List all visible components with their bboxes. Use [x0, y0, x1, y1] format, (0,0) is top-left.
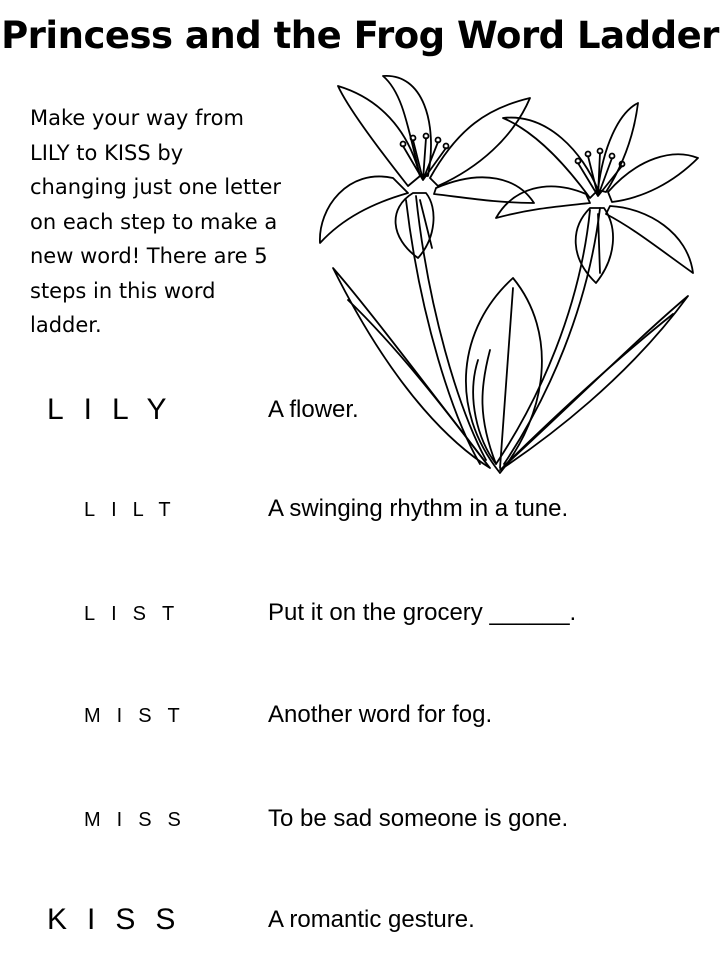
ladder-word-start: LILY: [47, 393, 187, 426]
lily-flowers-illustration: [308, 68, 703, 478]
stamens: [401, 134, 449, 181]
instructions-line: LILY to KISS by: [30, 140, 184, 165]
stem-left: [416, 196, 486, 460]
instructions-line: new word! There are 5: [30, 244, 268, 268]
ladder-clue: A swinging rhythm in a tune.: [268, 495, 569, 522]
petal-vein: [598, 214, 600, 273]
petal: [338, 86, 420, 186]
ladder-clue: Another word for fog.: [268, 701, 493, 728]
leaf-bottom-right: [500, 296, 688, 470]
instructions-line: Make your way from: [30, 106, 244, 130]
instructions-line: steps in this word: [30, 278, 216, 303]
ladder-word: LIST: [84, 603, 191, 625]
petal: [430, 98, 530, 186]
ladder-clue: To be sad someone is gone.: [268, 805, 569, 832]
ladder-word: MIST: [84, 705, 196, 727]
leaf-inner: [473, 350, 496, 464]
instructions: [30, 101, 320, 343]
ladder-clue: A romantic gesture.: [268, 906, 475, 933]
ladder-word-end: KISS: [47, 903, 196, 936]
instructions-line: ladder.: [30, 313, 102, 337]
instructions-line: on each step to make a: [30, 209, 278, 234]
petal-front: [396, 193, 434, 258]
petal: [606, 206, 693, 273]
ladder-clue: A flower.: [268, 396, 359, 423]
page-title: Princess and the Frog Word Ladder: [1, 14, 719, 57]
ladder-clue: Put it on the grocery ______.: [268, 599, 577, 626]
ladder-word: MISS: [84, 809, 197, 831]
ladder-word: LILT: [84, 499, 187, 521]
petal: [320, 176, 408, 243]
instructions-line: changing just one letter: [30, 175, 282, 199]
